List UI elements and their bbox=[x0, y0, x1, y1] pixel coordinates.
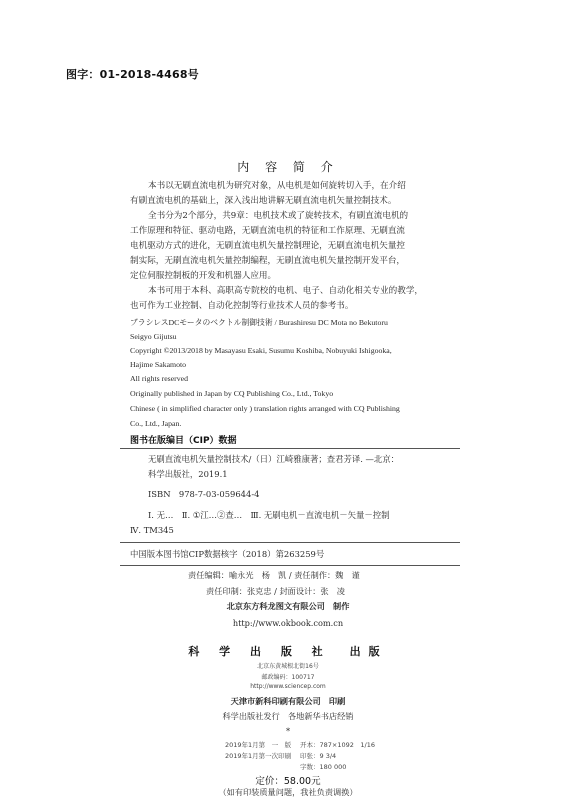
summary-line: 有刷直流电机的基础上，深入浅出地讲解无刷直流电机矢量控制技术。 bbox=[130, 196, 397, 206]
cip-library-number: 中国版本图书馆CIP数据核字（2018）第263259号 bbox=[130, 549, 325, 559]
format: 开本：787×1092 1/16 bbox=[300, 741, 375, 749]
copyright-line: Hajime Sakamoto bbox=[130, 360, 187, 369]
copyright-line: ブラシレスDCモータのベクトル制御技術 / Burashiresu DC Mota no Bekutoru bbox=[130, 318, 388, 327]
cip-line: Ⅳ. TM345 bbox=[130, 525, 174, 535]
copyright-line: Co., Ltd., Japan. bbox=[130, 419, 182, 428]
editors-credit: 责任编辑：喻永光 杨 凯 / 责任制作：魏 谨 bbox=[188, 570, 360, 580]
summary-line: 制实际，无刷直流电机矢量控制编程，无刷直流电机矢量控制开发平台， bbox=[130, 256, 406, 266]
divider bbox=[120, 542, 460, 543]
print-cover-credit: 责任印制：张克忠 / 封面设计：张 凌 bbox=[206, 586, 345, 596]
divider bbox=[120, 565, 460, 566]
cip-line: Ⅰ. 无… Ⅱ. ①江…②查… Ⅲ. 无刷电机－直流电机－矢量－控制 bbox=[148, 510, 390, 520]
publisher-postcode: 邮政编码：100717 bbox=[261, 674, 315, 681]
sheets: 印张：9 3/4 bbox=[300, 752, 337, 760]
summary-line: 工作原理和特征、驱动电路，无刷直流电机的特征和工作原理、无刷直流 bbox=[130, 226, 406, 236]
copyright-line: Seigyo Gijutsu bbox=[130, 332, 177, 341]
cip-line: 无刷直流电机矢量控制技术/（日）江崎雅康著；查君芳译. —北京： bbox=[148, 454, 400, 464]
price: 定价：58.00元 bbox=[255, 776, 321, 787]
quality-notice: （如有印装质量问题，我社负责调换） bbox=[218, 787, 358, 797]
copyright-line: Copyright ©2013/2018 by Masayasu Esaki, Susumu Koshiba, Nobuyuki Ishigooka, bbox=[130, 346, 392, 355]
production-website: http://www.okbook.com.cn bbox=[232, 618, 344, 628]
divider bbox=[120, 448, 460, 449]
cip-line: 科学出版社，2019.1 bbox=[148, 469, 228, 479]
summary-line: 定位伺服控制板的开发和机器人应用。 bbox=[130, 271, 277, 281]
printer: 天津市新科印刷有限公司 印刷 bbox=[230, 696, 346, 706]
summary-line: 本书以无刷直流电机为研究对象，从电机是如何旋转切入手，在介绍 bbox=[148, 181, 406, 191]
production-credit: 北京东方科龙图文有限公司 制作 bbox=[226, 601, 350, 611]
edition: 2019年1月第 一 版 bbox=[225, 741, 292, 749]
distribution: 科学出版社发行 各地新华书店经销 bbox=[222, 711, 354, 721]
publisher-url: http://www.sciencep.com bbox=[250, 683, 326, 690]
registration-number: 图字：01-2018-4468号 bbox=[66, 68, 199, 81]
copyright-line: All rights reserved bbox=[130, 374, 189, 383]
separator-star: * bbox=[285, 726, 291, 736]
summary-line: 电机驱动方式的进化，无刷直流电机矢量控制理论，无刷直流电机矢量控 bbox=[130, 241, 406, 251]
copyright-line: Originally published in Japan by CQ Publishing Co., Ltd., Tokyo bbox=[130, 389, 334, 398]
word-count: 字数：180 000 bbox=[300, 763, 347, 771]
cip-heading: 图书在版编目（CIP）数据 bbox=[130, 436, 237, 446]
summary-line: 全书分为2个部分，共9章：电机技术或了旋转技术，有刷直流电机的 bbox=[148, 211, 409, 221]
summary-heading: 内 容 简 介 bbox=[237, 160, 339, 174]
cip-line: ISBN 978-7-03-059644-4 bbox=[148, 489, 260, 499]
summary-line: 本书可用于本科、高职高专院校的电机、电子、自动化相关专业的教学， bbox=[148, 286, 424, 296]
summary-line: 也可作为工业控制、自动化控制等行业技术人员的参考书。 bbox=[130, 301, 354, 311]
copyright-line: Chinese ( in simplified character only ) translation rights arranged with CQ Publishing bbox=[130, 404, 400, 413]
publisher-name: 科 学 出 版 社 出版 bbox=[188, 645, 388, 658]
impression: 2019年1月第一次印刷 bbox=[225, 752, 292, 760]
publisher-address: 北京东黄城根北街16号 bbox=[257, 663, 319, 670]
